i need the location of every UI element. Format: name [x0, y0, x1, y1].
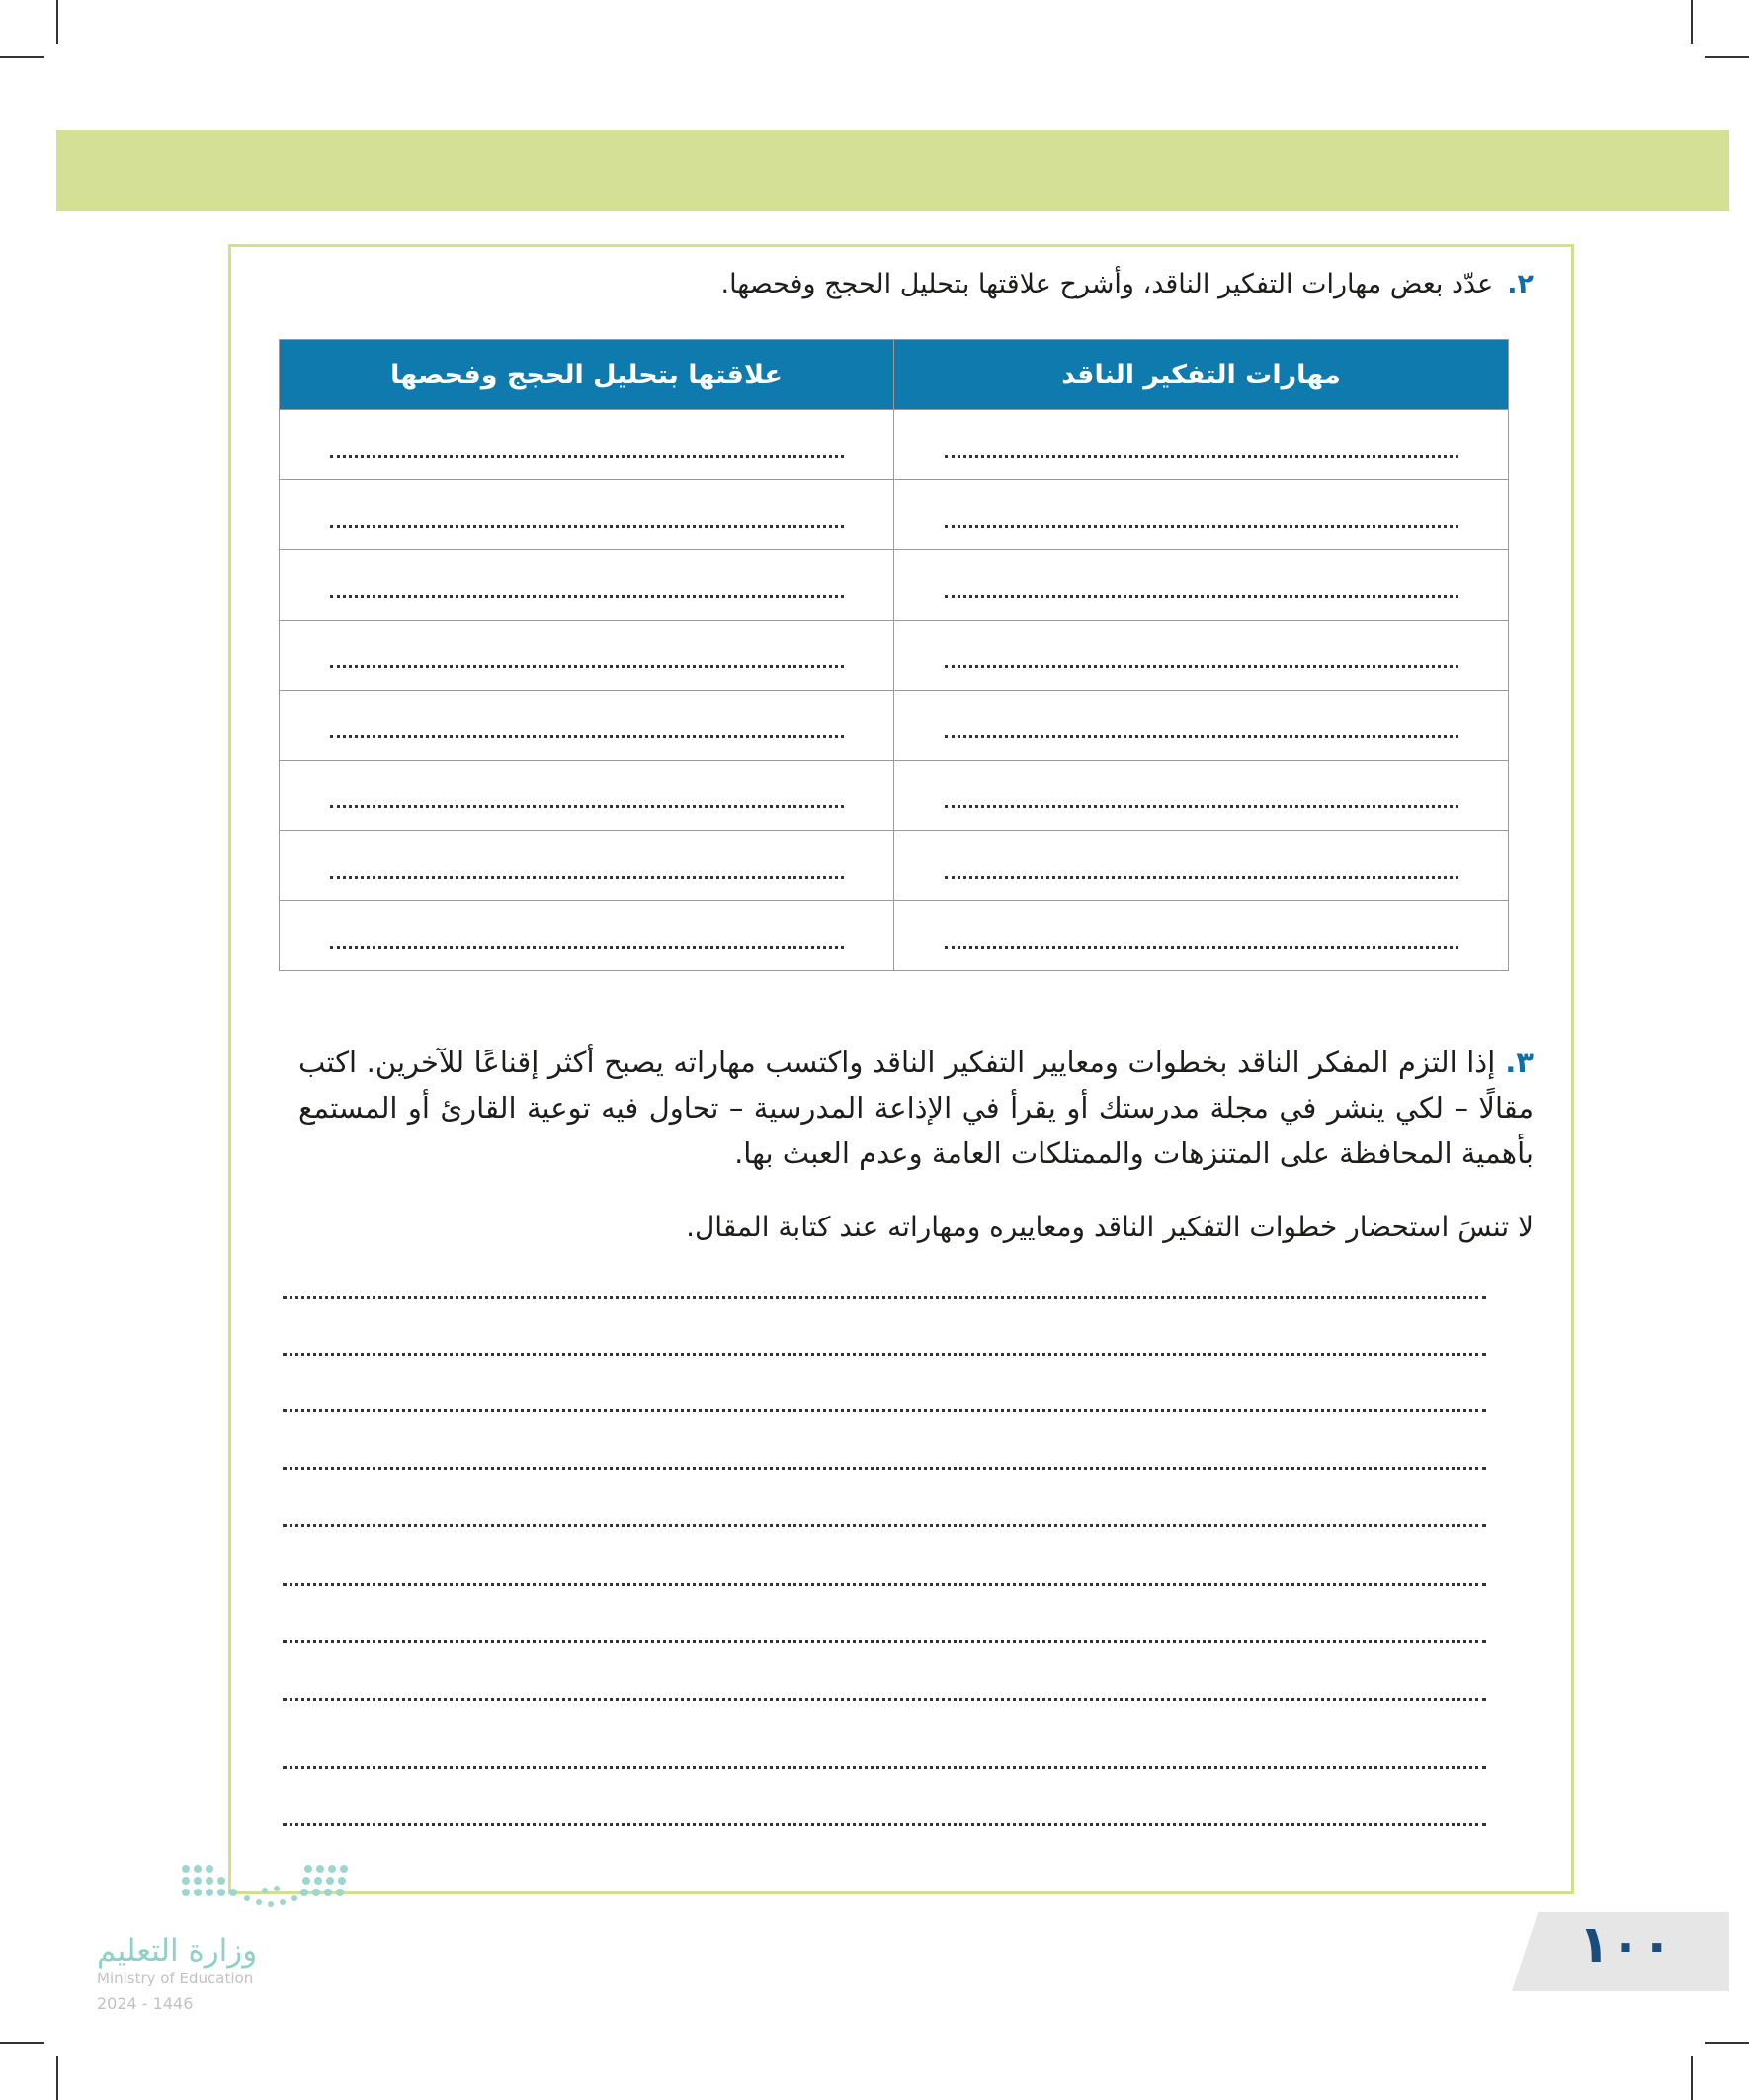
ministry-name-arabic: وزارة التعليم	[97, 1933, 258, 1969]
crop-mark	[0, 2042, 44, 2044]
skill-answer-cell[interactable]	[894, 691, 1509, 761]
writing-line[interactable]	[283, 1296, 1486, 1299]
question-3-number: ٣.	[1505, 1046, 1534, 1079]
writing-line[interactable]	[283, 1698, 1486, 1701]
question-2-text: عدّد بعض مهارات التفكير الناقد، وأشرح علاقتها بتحليل الحجج وفحصها.	[720, 269, 1494, 299]
ministry-logo-icon	[178, 1861, 351, 1915]
crop-mark	[1691, 0, 1693, 44]
skill-answer-cell[interactable]	[894, 831, 1509, 901]
table-row	[280, 691, 1509, 761]
relation-answer-cell[interactable]	[280, 550, 894, 621]
crop-mark	[1705, 2042, 1749, 2044]
table-row	[280, 410, 1509, 480]
skills-table	[279, 339, 1509, 971]
header-band	[56, 130, 1729, 211]
question-3	[298, 1040, 1534, 1176]
relation-answer-cell[interactable]	[280, 901, 894, 971]
skill-answer-cell[interactable]	[894, 480, 1509, 550]
skill-answer-cell[interactable]	[894, 621, 1509, 691]
writing-line[interactable]	[283, 1409, 1486, 1412]
question-3-text: إذا التزم المفكر الناقد بخطوات ومعايير التفكير الناقد واكتسب مهاراته يصبح أكثر إقناعًا للآخرين. اكتب مقالًا – لكي ينشر في مجلة مدرستك أو يقرأ في الإذاعة المدرسية – تحاول فيه توعية القارئ أو المستمع بأهمية المحافظة على المتنزهات والممتلكات العامة وعدم العبث بها.	[298, 1046, 1534, 1170]
skill-answer-cell[interactable]	[894, 550, 1509, 621]
table-row	[280, 550, 1509, 621]
writing-line[interactable]	[283, 1640, 1486, 1643]
table-row	[280, 621, 1509, 691]
question-3-note: لا تنسَ استحضار خطوات التفكير الناقد ومعاييره ومهاراته عند كتابة المقال.	[686, 1211, 1534, 1243]
writing-line[interactable]	[283, 1766, 1486, 1769]
answer-dotted-line	[945, 443, 1458, 458]
crop-mark	[0, 56, 44, 58]
answer-dotted-line	[330, 934, 844, 949]
table-row	[280, 761, 1509, 831]
writing-line[interactable]	[283, 1467, 1486, 1470]
relation-answer-cell[interactable]	[280, 410, 894, 480]
answer-dotted-line	[945, 723, 1458, 738]
table-row	[280, 901, 1509, 971]
table-row	[280, 480, 1509, 550]
relation-answer-cell[interactable]	[280, 621, 894, 691]
question-2	[720, 269, 1534, 299]
crop-mark	[1691, 2056, 1693, 2100]
answer-dotted-line	[330, 653, 844, 668]
answer-dotted-line	[330, 794, 844, 808]
answer-dotted-line	[330, 443, 844, 458]
skill-answer-cell[interactable]	[894, 410, 1509, 480]
relation-answer-cell[interactable]	[280, 761, 894, 831]
skill-answer-cell[interactable]	[894, 901, 1509, 971]
answer-dotted-line	[945, 653, 1458, 668]
relation-answer-cell[interactable]	[280, 691, 894, 761]
table-header-relation: علاقتها بتحليل الحجج وفحصها	[280, 340, 894, 410]
relation-answer-cell[interactable]	[280, 831, 894, 901]
page-number: ١٠٠	[1578, 1915, 1673, 1974]
writing-line[interactable]	[283, 1353, 1486, 1356]
answer-dotted-line	[945, 864, 1458, 879]
answer-dotted-line	[330, 583, 844, 598]
crop-mark	[56, 2056, 58, 2100]
writing-line[interactable]	[283, 1583, 1486, 1586]
answer-dotted-line	[945, 513, 1458, 528]
writing-line[interactable]	[283, 1524, 1486, 1527]
crop-mark	[56, 0, 58, 44]
answer-dotted-line	[330, 864, 844, 879]
answer-dotted-line	[330, 723, 844, 738]
ministry-name-english: Ministry of Education	[97, 1970, 254, 1987]
answer-dotted-line	[330, 513, 844, 528]
question-2-number: ٢.	[1507, 269, 1534, 299]
table-header-skills: مهارات التفكير الناقد	[894, 340, 1509, 410]
writing-line[interactable]	[283, 1823, 1486, 1826]
crop-mark	[1705, 56, 1749, 58]
answer-dotted-line	[945, 934, 1458, 949]
relation-answer-cell[interactable]	[280, 480, 894, 550]
answer-dotted-line	[945, 794, 1458, 808]
answer-dotted-line	[945, 583, 1458, 598]
ministry-year: 2024 - 1446	[97, 1994, 194, 2013]
skill-answer-cell[interactable]	[894, 761, 1509, 831]
table-row	[280, 831, 1509, 901]
